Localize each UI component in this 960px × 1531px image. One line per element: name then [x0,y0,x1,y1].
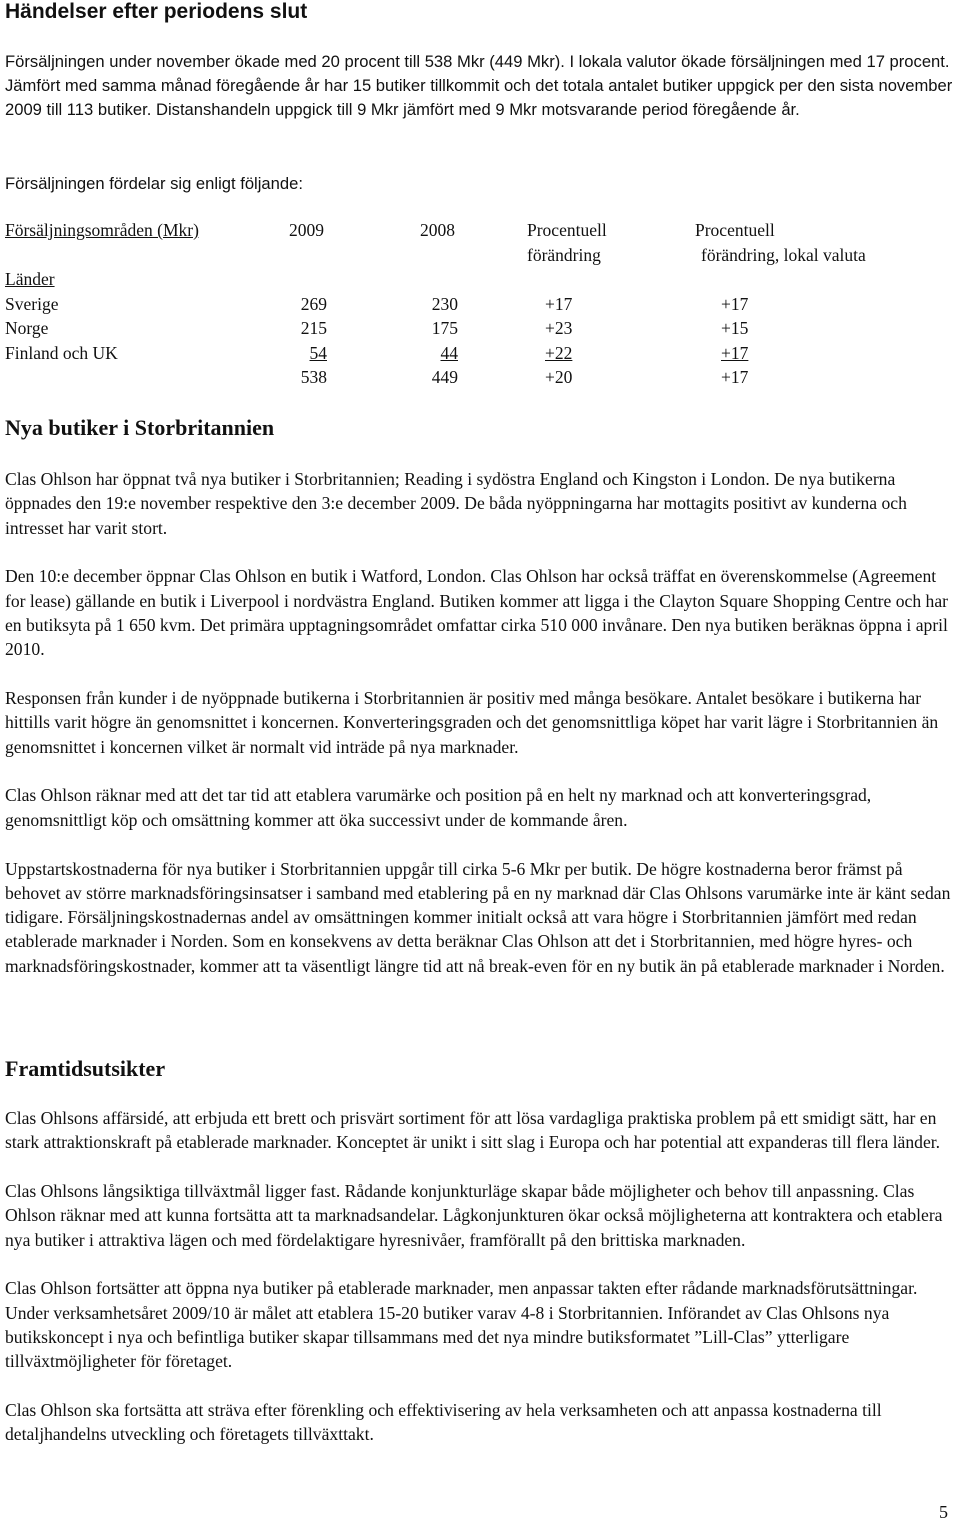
row-pct-local: +17 [721,293,749,314]
outlook-section [5,1106,957,1471]
heading-outlook: Framtidsutsikter [5,1056,166,1081]
header-pct-line1: Procentuell [527,220,607,240]
row-2009: 269 [300,293,327,314]
outlook-paragraph: Clas Ohlson fortsätter att öppna nya butiker på etablerade marknader, men anpassar takten efter rådande marknadsförutsättningar. Under verksamhetsåret 2009/10 är målet att etablera 15-20 butiker varav 4-8 i Storbritannien. Införandet av Clas Ohlsons nya butikskoncept i nya och befintliga butiker skapar tillsammans med det nya mindre butiksformatet ”Lill-Clas” ytterligare tillväxtmöjligheter för företaget. [5,1278,918,1372]
row-2008: 175 [431,318,458,338]
header-pct-local-line2: förändring, lokal valuta [701,244,866,265]
total-pct: +20 [545,367,573,387]
header-pct-local-line1: Procentuell [695,220,775,240]
group-label: Länder [5,269,55,289]
intro-paragraph: Försäljningen under november ökade med 20 procent till 538 Mkr (449 Mkr). I lokala valutor ökade försäljningen med 17 procent. Jämfört med samma månad föregående år har 15 butiker tillkommit och det totala antalet butiker uppgick per den sista november 2009 till 113 butiker. Distanshandeln uppgick till 9 Mkr jämfört med 9 Mkr motsvarande period föregående år. [5,52,953,119]
row-name: Finland och UK [5,342,118,363]
table-total-row [5,365,955,390]
table-row [5,316,955,341]
page-number: 5 [939,1502,948,1522]
row-name: Sverige [5,293,59,314]
header-2008: 2008 [420,220,455,240]
total-2009: 538 [300,367,327,387]
table-header-row-1 [5,218,955,243]
uk-paragraph: Clas Ohlson räknar med att det tar tid att etablera varumärke och position på en helt ny marknad och att konverteringsgrad, genomsnittligt köp och omsättning kommer att öka successivt under de kommande åren. [5,785,872,830]
sales-table [5,218,955,390]
row-pct: +22 [545,342,573,363]
heading-new-uk-stores: Nya butiker i Storbritannien [5,415,275,440]
header-2009: 2009 [289,220,324,240]
outlook-paragraph: Clas Ohlsons långsiktiga tillväxtmål ligger fast. Rådande konjunkturläge skapar både möjligheter och behov till anpassning. Clas Ohlson räknar med att kunna fortsätta att ta marknadsandelar. Lågkonjunkturen ökar också möjligheterna att kontraktera och etablera nya butiker i attraktiva lägen och med fördelaktigare hyresnivåer, framförallt på den brittiska marknaden. [5,1181,943,1250]
row-pct: +23 [545,318,573,338]
uk-paragraph: Den 10:e december öppnar Clas Ohlson en butik i Watford, London. Clas Ohlson har också träffat en överenskommelse (Agreement for lease) gällande en butik i Liverpool i nordvästra England. Butiken kommer att ligga i the Clayton Square Shopping Centre och har en butiksyta på 1 650 kvm. Det primära upptagningsområdet omfattar cirka 510 000 invånare. Den nya butiken beräknas öppna i april 2010. [5,566,948,660]
table-row [5,292,955,317]
row-pct: +17 [545,293,573,314]
outlook-paragraph: Clas Ohlson ska fortsätta att sträva efter förenkling och effektivisering av hela verksamheten och att anpassa kostnaderna till detaljhandelns utveckling och företagets tillväxttakt. [5,1400,882,1445]
table-group-row [5,267,955,292]
outlook-paragraph: Clas Ohlsons affärsidé, att erbjuda ett brett och prisvärt sortiment för att lösa vardagliga praktiska problem på ett smidigt sätt, har en stark attraktionskraft på etablerade marknader. Konceptet är unikt i sitt slag i Europa och har potential att expanderas till flera länder. [5,1108,941,1153]
breakdown-intro: Försäljningen fördelar sig enligt följande: [5,174,303,193]
row-name: Norge [5,318,49,338]
row-2008: 44 [440,342,458,363]
total-pct-local: +17 [721,367,749,387]
uk-paragraph: Uppstartskostnaderna för nya butiker i Storbritannien uppgår till cirka 5-6 Mkr per butik. De högre kostnaderna beror främst på behovet av större marknadsföringsinsatser i samband med etablering på en ny marknad där Clas Ohlsons varumärke inte är känt sedan tidigare. Försäljningskostnadernas andel av omsättningen kommer initialt också att vara högre i Storbritannien jämfört med redan etablerade marknader i Norden. Som en konsekvens av detta beräknar Clas Ohlson att det i Storbritannien, med högre hyres- och marknadsföringskostnader, kommer att ta väsentligt längre tid att nå break-even för en ny butik än på etablerade marknader i Norden. [5,858,951,976]
total-2008: 449 [431,367,458,387]
heading-events-after-period: Händelser efter periodens slut [5,0,308,23]
row-pct-local: +15 [721,318,749,338]
row-2009: 215 [300,318,327,338]
row-2009: 54 [309,342,327,363]
row-2008: 230 [431,293,458,314]
uk-section [5,467,957,1003]
table-row [5,341,955,366]
uk-paragraph: Clas Ohlson har öppnat två nya butiker i Storbritannien; Reading i sydöstra England och Kingston i London. De nya butikerna öppnades den 19:e november respektive den 3:e december 2009. De båda nyöppningarna har mottagits positivt av kunderna och intresset har varit stort. [5,469,907,538]
uk-paragraph: Responsen från kunder i de nyöppnade butikerna i Storbritannien är positiv med många besökare. Antalet besökare i butikerna har hittills varit högre än genomsnittet i koncernen. Konverteringsgraden och det genomsnittliga köpet har varit lägre i Storbritannien än genomsnittet i koncernen vilket är normalt vid inträde på nya marknader. [5,688,939,757]
header-pct-line2: förändring [527,244,601,265]
header-area: Försäljningsområden (Mkr) [5,220,199,240]
table-header-row-2 [5,243,955,268]
row-pct-local: +17 [721,342,749,363]
